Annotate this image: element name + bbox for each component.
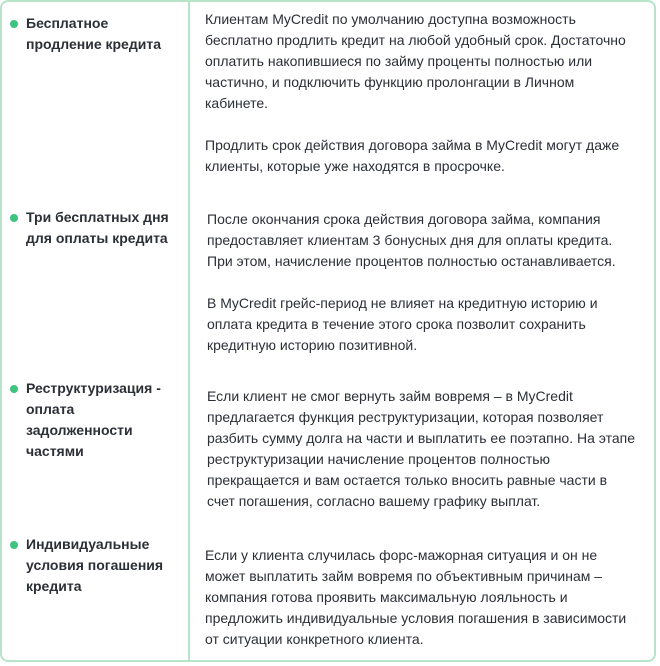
bullet-dot-icon [10, 20, 18, 28]
row-description-grace-period [207, 209, 632, 356]
row-title-text: Реструктуризация - оплата задолженности частями [26, 380, 161, 459]
row-title-free-extension [10, 13, 180, 55]
row-description-free-extension [205, 9, 635, 177]
description-paragraph: Если клиент не смог вернуть займ вовремя – в MyCredit предлагается функция реструктуризации, которая позволяет разбить сумму долга на части и выплатить ее поэтапно. На этапе реструктуризации начисление процентов полностью прекращается и вам остается только вносить равные части в счет погашения, согласно вашему графику выплат. [207, 388, 636, 509]
description-paragraph: Клиентам MyCredit по умолчанию доступна возможность бесплатно продлить кредит на любой удобный срок. Достаточно оплатить накопившиеся по займу проценты полностью или частично, и подключить функцию пролонгации в Личном кабинете. [205, 11, 626, 111]
bullet-dot-icon [10, 541, 18, 549]
row-title-grace-period [10, 207, 180, 249]
description-paragraph: После окончания срока действия договора займа, компания предоставляет клиентам 3 бонусных дня для оплаты кредита. При этом, начисление процентов полностью останавливается. [207, 211, 616, 269]
description-paragraph: Продлить срок действия договора займа в MyCredit могут даже клиенты, которые уже находятся в просрочке. [205, 137, 620, 174]
description-paragraph: Если у клиента случилась форс-мажорная ситуация и он не может выплатить займ вовремя по объективным причинам – компания готова проявить максимальную лояльность и предложить индивидуальные условия погашения в зависимости от ситуации конкретного клиента. [205, 547, 627, 647]
row-title-text: Индивидуальные условия погашения кредита [26, 536, 164, 594]
description-paragraph: В MyCredit грейс-период не влияет на кредитную историю и оплата кредита в течение этого срока позволит сохранить кредитную историю позитивной. [207, 295, 598, 353]
row-title-text: Три бесплатных дня для оплаты кредита [26, 209, 169, 246]
row-title-restructuring [10, 378, 180, 462]
column-divider [188, 0, 190, 662]
bullet-dot-icon [10, 385, 18, 393]
row-title-text: Бесплатное продление кредита [26, 15, 161, 52]
row-description-restructuring [207, 386, 637, 512]
bullet-dot-icon [10, 214, 18, 222]
row-title-individual-terms [10, 534, 180, 597]
row-description-individual-terms [205, 545, 635, 650]
